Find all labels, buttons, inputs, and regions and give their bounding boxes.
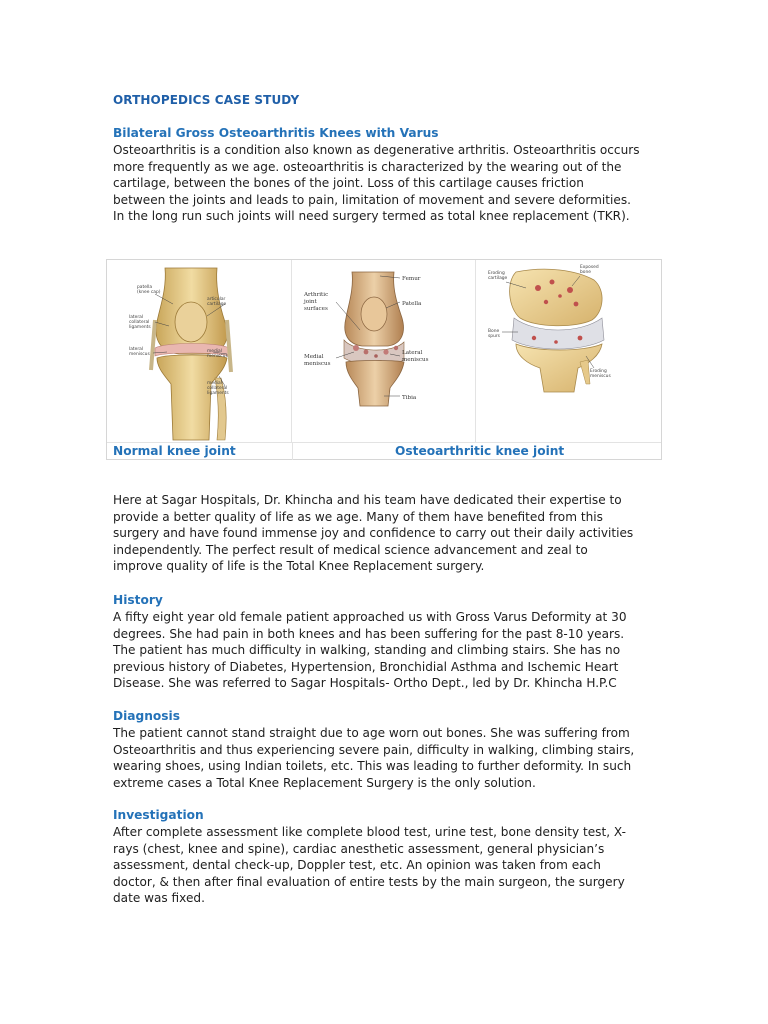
intro-paragraph: [113, 142, 656, 225]
label-exposed: Exposed: [580, 265, 599, 270]
text-line: surgery and have found immense joy and confidence to carry out their daily activities: [113, 526, 634, 541]
osteoarthritic-knee-illustration: [476, 260, 661, 442]
text-line: more frequently as we age. osteoarthritis is characterized by the wearing out of the: [113, 159, 622, 174]
label-ligaments: ligaments: [129, 325, 151, 330]
caption-row: [107, 442, 661, 460]
investigation-paragraph: [113, 824, 656, 907]
text-line: doctor, & then after final evaluation of entire tests by the main surgeon, the surgery: [113, 874, 625, 889]
text-line: After complete assessment like complete blood test, urine test, bone density test, X-: [113, 825, 626, 839]
text-line: provide a better quality of life as we age. Many of them have benefited from this: [113, 509, 603, 524]
investigation-heading: Investigation: [113, 808, 204, 822]
label-articular: articular: [207, 297, 226, 302]
osteoarthritic-knee-cell: [476, 260, 661, 442]
label-ligaments-2: ligaments: [207, 391, 229, 396]
arthritic-knee-cell: [292, 260, 476, 442]
label-knee-cap: (knee cap): [137, 290, 161, 295]
label-medial-2: medial: [207, 381, 222, 386]
label-lateral: Lateral: [402, 350, 423, 356]
case-subtitle: Bilateral Gross Osteoarthritis Knees with Varus: [113, 126, 439, 140]
osteoarthritic-knee-caption: Osteoarthritic knee joint: [395, 444, 565, 458]
label-meniscus-2: meniscus: [207, 354, 228, 359]
text-line: extreme cases a Total Knee Replacement Surgery is the only solution.: [113, 775, 536, 790]
label-femur: Femur: [402, 276, 421, 282]
label-arthritic: Arthritic: [304, 292, 329, 298]
label-meniscus: meniscus: [304, 361, 331, 367]
text-line: wearing shoes, using Indian toilets, etc. This was leading to further deformity. In such: [113, 759, 632, 774]
label-collateral: collateral: [129, 320, 150, 325]
text-line: previous history of Diabetes, Hypertension, Bronchidial Asthma and Ischemic Heart: [113, 659, 619, 674]
text-line: Osteoarthritis and thus experiencing severe pain, difficulty in walking, climbing stairs,: [113, 742, 635, 757]
text-line: In the long run such joints will need surgery termed as total knee replacement (TKR).: [113, 209, 630, 224]
text-line: assessment, dental check-up, Doppler test, etc. An opinion was taken from each: [113, 858, 601, 873]
document-title: ORTHOPEDICS CASE STUDY: [113, 93, 300, 107]
text-line: degrees. She had pain in both knees and has been suffering for the past 8-10 years.: [113, 626, 625, 641]
text-line: between the joints and leads to pain, limitation of movement and severe deformities.: [113, 192, 631, 207]
text-line: date was fixed.: [113, 891, 205, 906]
label-collateral-2: collateral: [207, 386, 228, 391]
history-heading: History: [113, 593, 163, 607]
label-meniscus-2: meniscus: [402, 357, 429, 363]
sagar-paragraph: [113, 492, 656, 575]
label-cartilage: cartilage: [488, 276, 508, 281]
label-meniscus: meniscus: [590, 374, 611, 379]
text-line: improve quality of life is the Total Knee Replacement surgery.: [113, 559, 485, 574]
history-paragraph: [113, 609, 656, 692]
normal-knee-caption: Normal knee joint: [113, 444, 236, 458]
normal-knee-cell: [107, 260, 292, 442]
label-patella: patella: [137, 285, 153, 290]
label-medial: Medial: [304, 354, 324, 360]
text-line: cartilage, between the bones of the joint. Loss of this cartilage causes friction: [113, 176, 584, 191]
text-line: Disease. She was referred to Sagar Hospitals- Ortho Dept., led by Dr. Khincha H.P.C: [113, 676, 617, 691]
label-lateral: lateral: [129, 315, 144, 320]
arthritic-knee-illustration: [292, 260, 476, 442]
label-bone-2: Bone: [488, 329, 500, 334]
label-patella: Patella: [402, 301, 422, 307]
label-joint: joint: [304, 299, 317, 305]
diagnosis-heading: Diagnosis: [113, 709, 180, 723]
label-eroding-2: Eroding: [590, 369, 607, 374]
normal-knee-illustration: [107, 260, 292, 442]
label-medial: medial: [207, 349, 222, 354]
text-line: The patient cannot stand straight due to age worn out bones. She was suffering from: [113, 726, 630, 740]
label-meniscus: meniscus: [129, 352, 150, 357]
diagnosis-paragraph: [113, 725, 656, 791]
label-lateral-2: lateral: [129, 347, 144, 352]
label-spurs: spurs: [488, 334, 500, 339]
text-line: Here at Sagar Hospitals, Dr. Khincha and his team have dedicated their expertise to: [113, 493, 622, 507]
text-line: rays (chest, knee and spine), cardiac anesthetic assessment, general physician’s: [113, 841, 605, 856]
knee-figure-table: [106, 259, 662, 460]
text-line: Osteoarthritis is a condition also known as degenerative arthritis. Osteoarthritis occurs: [113, 143, 640, 157]
label-tibia: Tibia: [402, 395, 417, 401]
label-cartilage: cartilage: [207, 302, 227, 307]
label-surfaces: surfaces: [304, 306, 328, 312]
label-bone: bone: [580, 270, 591, 275]
text-line: independently. The perfect result of medical science advancement and zeal to: [113, 542, 588, 557]
text-line: The patient has much difficulty in walking, standing and climbing stairs. She has no: [113, 643, 621, 658]
text-line: A fifty eight year old female patient approached us with Gross Varus Deformity at 30: [113, 610, 627, 624]
label-eroding: Eroding: [488, 271, 505, 276]
